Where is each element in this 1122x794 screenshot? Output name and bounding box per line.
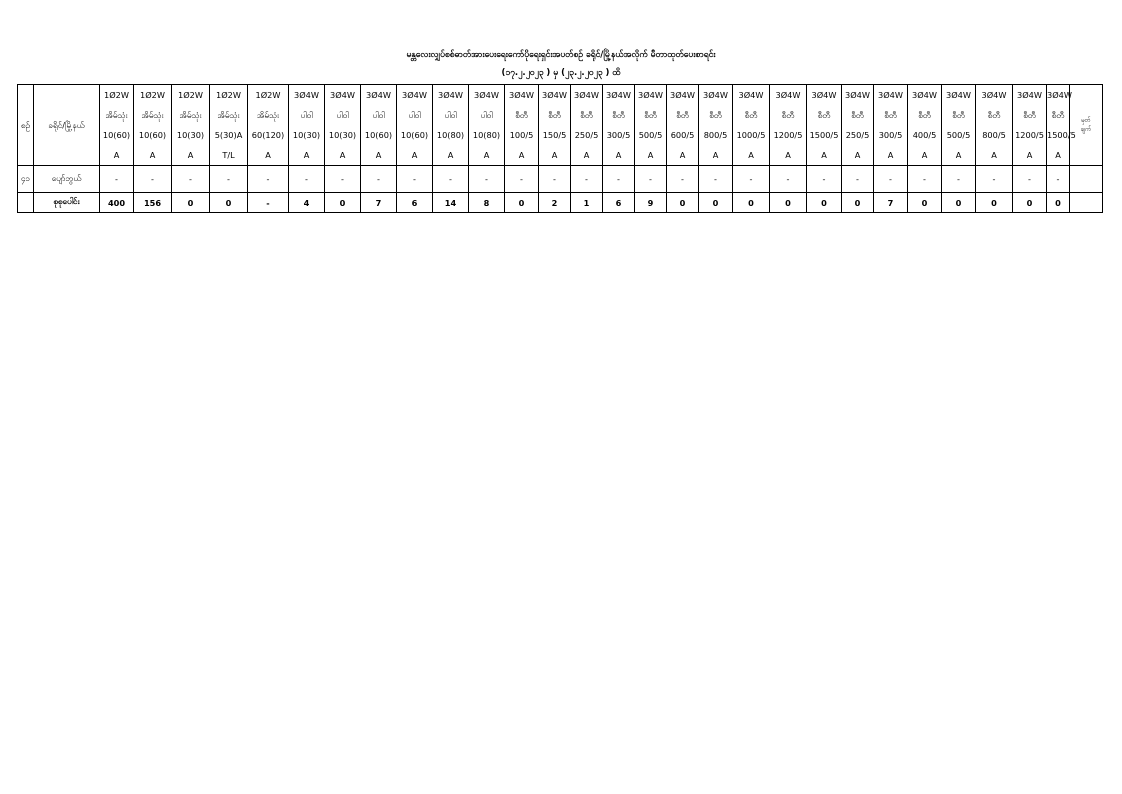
- header-rating: 800/5: [982, 130, 1006, 140]
- header-phase: 3Ø4W: [1017, 90, 1042, 100]
- total-remark-cell: [1070, 193, 1103, 213]
- row-value-cell: -: [603, 166, 635, 193]
- header-phase: 3Ø4W: [574, 90, 599, 100]
- header-phase: 3Ø4W: [542, 90, 567, 100]
- header-meter-column: [770, 85, 807, 166]
- row-value-cell: -: [699, 166, 733, 193]
- total-serial-cell: [18, 193, 34, 213]
- header-type: စီတီ: [851, 110, 864, 120]
- header-rating: 300/5: [878, 130, 903, 140]
- header-type: စီတီ: [580, 110, 593, 120]
- header-rating: 1500/5: [809, 130, 839, 140]
- header-meter-column: [842, 85, 874, 166]
- header-meter-column: [433, 85, 469, 166]
- meter-issue-table: [17, 84, 1103, 213]
- total-value-cell: 8: [469, 193, 505, 213]
- header-remarks-line1: မှတ်: [1081, 117, 1091, 124]
- header-phase: 3Ø4W: [845, 90, 870, 100]
- header-type: စီတီ: [781, 110, 795, 120]
- header-type: ပါဝါ: [372, 110, 385, 120]
- header-rating: 60(120): [251, 130, 285, 140]
- header-meter-column: [505, 85, 539, 166]
- row-value-cell: -: [505, 166, 539, 193]
- header-phase: 3Ø4W: [509, 90, 534, 100]
- header-unit: A: [113, 150, 120, 160]
- header-meter-column: [469, 85, 505, 166]
- header-type: ပါဝါ: [444, 110, 457, 120]
- header-phase: 3Ø4W: [981, 90, 1007, 100]
- header-rating: 800/5: [703, 130, 728, 140]
- header-meter-column: [248, 85, 289, 166]
- row-value-cell: -: [361, 166, 397, 193]
- total-row: [18, 193, 1103, 213]
- header-rating: 600/5: [670, 130, 695, 140]
- total-value-cell: 0: [210, 193, 248, 213]
- total-value-cell: 0: [667, 193, 699, 213]
- header-meter-column: [635, 85, 667, 166]
- header-unit: A: [483, 150, 490, 160]
- total-value-cell: 7: [361, 193, 397, 213]
- header-type: အိမ်သုံး: [256, 110, 280, 120]
- header-rating: 10(80): [436, 130, 465, 140]
- header-meter-column: [733, 85, 770, 166]
- header-phase: 3Ø4W: [912, 90, 937, 100]
- header-type: ပါဝါ: [408, 110, 421, 120]
- total-value-cell: 6: [397, 193, 433, 213]
- header-phase: 3Ø4W: [366, 90, 391, 100]
- header-rating: 10(60): [364, 130, 393, 140]
- header-rating: 500/5: [946, 130, 971, 140]
- total-value-cell: 7: [874, 193, 908, 213]
- row-value-cell: -: [733, 166, 770, 193]
- row-value-cell: -: [1013, 166, 1047, 193]
- header-meter-column: [908, 85, 942, 166]
- row-value-cell: -: [172, 166, 210, 193]
- row-district-name: ပျော်ဘွယ်: [34, 166, 100, 193]
- header-type: စီတီ: [676, 110, 689, 120]
- header-rating: 250/5: [574, 130, 599, 140]
- header-type: ပါဝါ: [336, 110, 349, 120]
- header-meter-column: [976, 85, 1013, 166]
- header-type: စီတီ: [612, 110, 625, 120]
- header-rating: 250/5: [845, 130, 870, 140]
- header-phase: 3Ø4W: [811, 90, 837, 100]
- header-type: စီတီ: [709, 110, 722, 120]
- row-value-cell: -: [210, 166, 248, 193]
- row-value-cell: -: [908, 166, 942, 193]
- header-phase: 3Ø4W: [474, 90, 499, 100]
- total-value-cell: 4: [289, 193, 325, 213]
- header-unit: A: [411, 150, 418, 160]
- row-value-cell: -: [134, 166, 172, 193]
- row-value-cell: -: [539, 166, 571, 193]
- header-meter-column: [667, 85, 699, 166]
- header-type: စီတီ: [744, 110, 758, 120]
- header-unit: A: [854, 150, 861, 160]
- total-value-cell: 0: [733, 193, 770, 213]
- header-phase: 3Ø4W: [670, 90, 695, 100]
- total-value-cell: 0: [942, 193, 976, 213]
- header-phase: 1Ø2W: [216, 90, 241, 100]
- header-meter-column: [699, 85, 733, 166]
- header-rating: 10(30): [176, 130, 205, 140]
- header-phase: 3Ø4W: [878, 90, 903, 100]
- header-unit: A: [447, 150, 454, 160]
- header-rating: 1200/5: [1015, 130, 1044, 140]
- header-type: ပါဝါ: [300, 110, 313, 120]
- header-rating: 400/5: [912, 130, 937, 140]
- header-unit: T/L: [222, 150, 235, 160]
- row-value-cell: -: [289, 166, 325, 193]
- header-rating: 10(80): [472, 130, 501, 140]
- header-phase: 1Ø2W: [255, 90, 281, 100]
- report-date-range: (၁၇.၂.၂၀၂၃ ) မှ (၂၃.၂.၂၀၂၃ ) ထိ: [501, 68, 621, 78]
- header-unit: A: [647, 150, 654, 160]
- header-unit: A: [375, 150, 382, 160]
- total-value-cell: 0: [699, 193, 733, 213]
- header-phase: 3Ø4W: [402, 90, 427, 100]
- table-header-row: [18, 85, 1103, 166]
- header-rating: 300/5: [606, 130, 631, 140]
- header-unit: A: [303, 150, 310, 160]
- header-unit: A: [785, 150, 791, 160]
- header-type: စီတီ: [817, 110, 831, 120]
- row-value-cell: -: [248, 166, 289, 193]
- header-type: စီတီ: [952, 110, 965, 120]
- header-rating: 1500/5: [1047, 130, 1076, 140]
- total-value-cell: 0: [505, 193, 539, 213]
- header-unit: A: [1026, 150, 1033, 160]
- header-serial: စဉ်: [18, 85, 34, 166]
- total-value-cell: 0: [770, 193, 807, 213]
- total-value-cell: 0: [807, 193, 842, 213]
- header-rating: 100/5: [509, 130, 534, 140]
- total-value-cell: 2: [539, 193, 571, 213]
- header-rating: 10(30): [328, 130, 357, 140]
- row-value-cell: -: [397, 166, 433, 193]
- header-meter-column: [100, 85, 134, 166]
- header-meter-column: [807, 85, 842, 166]
- header-rating: 1200/5: [773, 130, 803, 140]
- total-value-cell: 0: [976, 193, 1013, 213]
- header-phase: 1Ø2W: [104, 90, 129, 100]
- row-value-cell: -: [571, 166, 603, 193]
- row-value-cell: -: [469, 166, 505, 193]
- header-rating: 10(60): [400, 130, 429, 140]
- header-rating: 150/5: [542, 130, 567, 140]
- header-phase: 3Ø4W: [738, 90, 764, 100]
- header-meter-column: [571, 85, 603, 166]
- header-type: စီတီ: [918, 110, 931, 120]
- header-phase: 3Ø4W: [703, 90, 728, 100]
- header-meter-column: [874, 85, 908, 166]
- total-value-cell: 0: [1047, 193, 1070, 213]
- header-unit: A: [991, 150, 997, 160]
- header-phase: 3Ø4W: [438, 90, 463, 100]
- table-row: [18, 166, 1103, 193]
- header-meter-column: [134, 85, 172, 166]
- total-value-cell: 400: [100, 193, 134, 213]
- header-phase: 3Ø4W: [330, 90, 355, 100]
- header-unit: A: [821, 150, 827, 160]
- header-rating: 10(60): [138, 130, 167, 140]
- header-type: အိမ်သုံး: [217, 110, 240, 120]
- row-value-cell: -: [770, 166, 807, 193]
- header-unit: A: [887, 150, 894, 160]
- row-value-cell: -: [635, 166, 667, 193]
- report-title: မန္တလေးလျှပ်စစ်ဓာတ်အားပေးရေးကော်ပိုရေးရှင်းအပတ်စဉ် ခရိုင်/မြို့နယ်အလိုက် မီတာထုတ်ပေးစာရင်း: [406, 50, 716, 60]
- row-value-cell: -: [1047, 166, 1070, 193]
- header-unit: A: [955, 150, 962, 160]
- row-value-cell: -: [325, 166, 361, 193]
- total-value-cell: 9: [635, 193, 667, 213]
- row-value-cell: -: [667, 166, 699, 193]
- header-unit: A: [583, 150, 590, 160]
- total-value-cell: 0: [842, 193, 874, 213]
- header-remarks-line2: ချက်: [1080, 126, 1092, 133]
- header-type: စီတီ: [1051, 110, 1065, 120]
- header-unit: A: [551, 150, 558, 160]
- row-value-cell: -: [942, 166, 976, 193]
- total-value-cell: 1: [571, 193, 603, 213]
- header-type: အိမ်သုံး: [141, 110, 164, 120]
- header-unit: A: [615, 150, 622, 160]
- total-value-cell: 0: [1013, 193, 1047, 213]
- header-rating: 10(30): [292, 130, 321, 140]
- header-type: စီတီ: [548, 110, 561, 120]
- header-meter-column: [1013, 85, 1047, 166]
- total-value-cell: 0: [172, 193, 210, 213]
- header-phase: 3Ø4W: [775, 90, 801, 100]
- header-unit: A: [149, 150, 156, 160]
- header-unit: A: [712, 150, 719, 160]
- total-value-cell: 14: [433, 193, 469, 213]
- header-phase: 3Ø4W: [606, 90, 631, 100]
- header-rating: 5(30)A: [214, 130, 243, 140]
- header-phase: 1Ø2W: [140, 90, 165, 100]
- header-unit: A: [339, 150, 346, 160]
- header-type: အိမ်သုံး: [179, 110, 202, 120]
- row-value-cell: -: [433, 166, 469, 193]
- header-type: စီတီ: [515, 110, 528, 120]
- header-remarks: [1070, 85, 1103, 166]
- header-meter-column: [397, 85, 433, 166]
- header-phase: 3Ø4W: [294, 90, 319, 100]
- row-value-cell: -: [807, 166, 842, 193]
- header-rating: 1000/5: [736, 130, 766, 140]
- header-type: စီတီ: [987, 110, 1001, 120]
- header-meter-column: [603, 85, 635, 166]
- total-value-cell: 0: [325, 193, 361, 213]
- row-serial: ၄၁: [18, 166, 34, 193]
- total-value-cell: 6: [603, 193, 635, 213]
- row-remark-cell: [1070, 166, 1103, 193]
- row-value-cell: -: [976, 166, 1013, 193]
- header-phase: 3Ø4W: [1047, 90, 1072, 100]
- header-meter-column: [210, 85, 248, 166]
- total-value-cell: 156: [134, 193, 172, 213]
- header-unit: A: [679, 150, 686, 160]
- header-unit: A: [518, 150, 525, 160]
- header-unit: A: [187, 150, 194, 160]
- header-type: စီတီ: [644, 110, 657, 120]
- header-meter-column: [942, 85, 976, 166]
- header-meter-column: [172, 85, 210, 166]
- header-type: အိမ်သုံး: [105, 110, 128, 120]
- header-unit: A: [921, 150, 928, 160]
- header-meter-column: [289, 85, 325, 166]
- header-district: ခရိုင်/မြို့နယ်: [34, 85, 100, 166]
- header-meter-column: [539, 85, 571, 166]
- header-meter-column: [325, 85, 361, 166]
- header-unit: A: [265, 150, 271, 160]
- header-meter-column: [1047, 85, 1076, 166]
- header-type: ပါဝါ: [480, 110, 493, 120]
- header-rating: 500/5: [638, 130, 663, 140]
- total-value-cell: 0: [908, 193, 942, 213]
- row-value-cell: -: [874, 166, 908, 193]
- header-unit: A: [748, 150, 754, 160]
- header-phase: 3Ø4W: [946, 90, 971, 100]
- header-rating: 10(60): [102, 130, 131, 140]
- header-type: စီတီ: [1023, 110, 1036, 120]
- header-phase: 1Ø2W: [178, 90, 203, 100]
- header-type: စီတီ: [884, 110, 897, 120]
- header-phase: 3Ø4W: [638, 90, 663, 100]
- row-value-cell: -: [842, 166, 874, 193]
- row-value-cell: -: [100, 166, 134, 193]
- total-label: စုစုပေါင်း: [34, 193, 100, 213]
- header-meter-column: [361, 85, 397, 166]
- header-unit: A: [1055, 150, 1061, 160]
- total-value-cell: -: [248, 193, 289, 213]
